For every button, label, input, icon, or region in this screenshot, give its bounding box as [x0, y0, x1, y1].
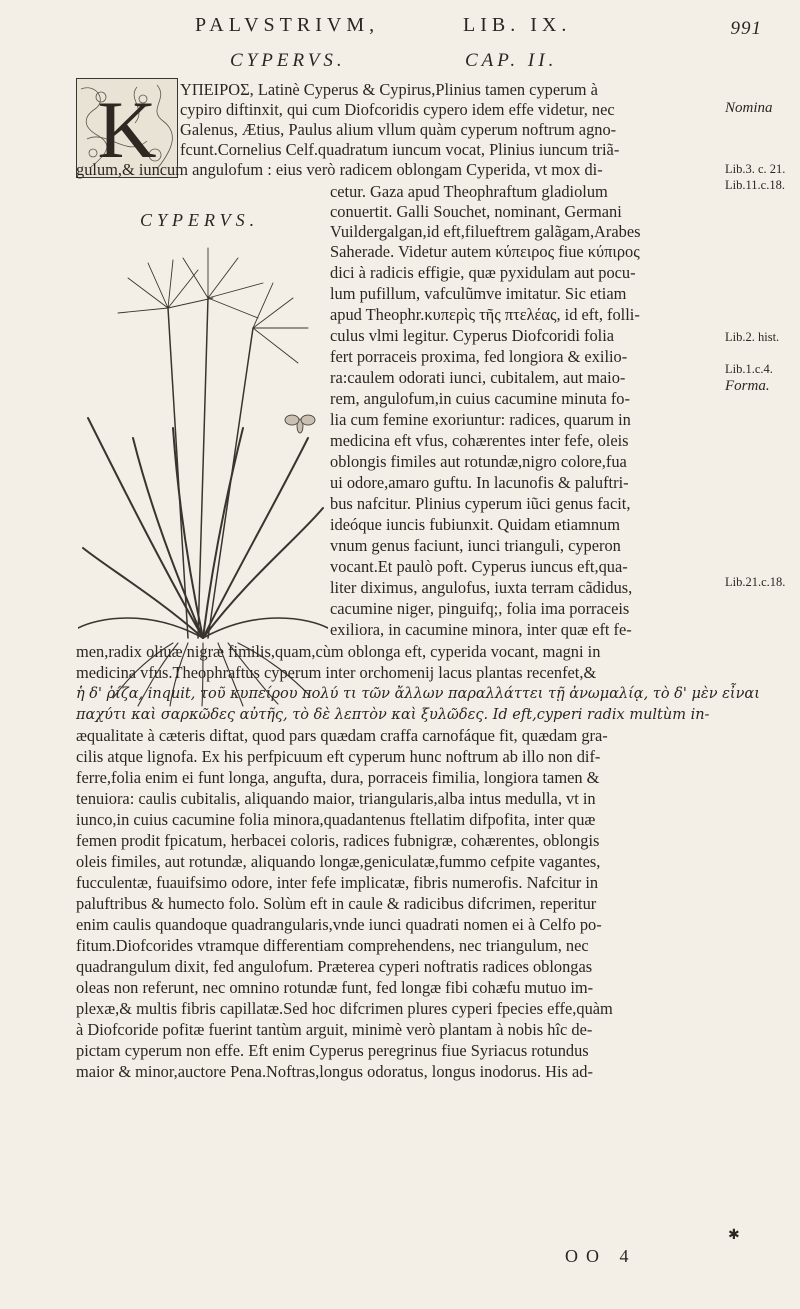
text-line-31: παχύτι καὶ σαρκῶδες αὐτῆς, τὸ δὲ λεπτὸν καὶ ξυλῶδες. Id eft,cyperi radix multùm in- [76, 707, 710, 723]
margin-note-nomina: Nomina [725, 100, 773, 116]
text-line-44: oleas non referunt, nec omnino rotundæ funt, fed longæ fibi cohæfu mutuo im- [76, 978, 594, 997]
page-number: 991 [730, 18, 762, 39]
margin-note-ref-1: Lib.3. c. 21. [725, 162, 786, 176]
text-line-47: pictam cyperum non effe. Eft enim Cyperus peregrinus fiue Syriacus rotundus [76, 1041, 589, 1060]
asterisk-mark-icon: ✱ [728, 1228, 740, 1243]
text-line-15: ra:caulem odorati iunci, cubitalem, aut maio- [330, 368, 626, 387]
text-line-29: medicina vfus.Theophraftus cyperum inter orchomenij lacus plantas recenfet,& [76, 663, 597, 682]
text-line-28: men,radix oliuæ nigræ fimilis,quam,cùm oblonga eft, cyperida vocant, magni in [76, 642, 601, 661]
text-line-46: à Diofcoride pofitæ fuerint tantùm arguit, minimè verò plantam à nobis hîc de- [76, 1020, 593, 1039]
text-line-19: oblongis fimiles aut rotundæ,nigro colore,fua [330, 452, 627, 471]
text-line-18: medicina eft vfus, cohærentes inter fefe, oleis [330, 431, 629, 450]
text-line-11: lum pufillum, vafculũmve imitatur. Sic etiam [330, 284, 627, 303]
text-line-32: æqualitate à cæteris diftat, quod pars quædam craffa carnofáque fit, quædam gra- [76, 726, 608, 745]
svg-text:K: K [97, 84, 157, 175]
text-line-5: gulum,& iuncum angulofum : eius verò radicem oblongam Cyperida, vt mox di- [76, 160, 603, 179]
text-line-1: ΥΠΕΙΡΟΣ, Latinè Cyperus & Cypirus,Plinius tamen cyperum à [180, 80, 598, 99]
text-line-38: oleis fimiles, aut rotundæ, aliquando longæ,geniculatæ,fummo cefpite vagantes, [76, 852, 601, 871]
text-line-40: paluftribus & humecto folo. Solùm eft in caule & radicibus difcrimen, reperitur [76, 894, 597, 913]
cyperus-plant-icon [78, 238, 328, 708]
text-line-27: exiliora, in cacumine minora, inter quæ eft fe- [330, 620, 632, 639]
text-line-24: vocant.Et paulò poft. Cyperus iuncus eft,qua- [330, 557, 628, 576]
text-line-45: plexæ,& multis fibris capillatæ.Sed hoc difcrimen plures cyperi fpecies effe,quàm [76, 999, 613, 1018]
text-line-35: tenuiora: caulis cubitalis, aliquando maior, triangularis,alba intus medulla, vt in [76, 789, 596, 808]
text-line-13: culus vlmi legitur. Cyperus Diofcoridi folia [330, 326, 615, 345]
margin-note-forma: Forma. [725, 378, 770, 394]
text-line-17: lia cum femine exoriuntur: radices, quarum in [330, 410, 631, 429]
text-line-23: vnum genus faciunt, iunci trianguli, cyperon [330, 536, 621, 555]
text-line-12: apud Theophr.κυπερὶς τῆς πτελέας, id eft, folli- [330, 305, 640, 324]
margin-note-ref-5: Lib.21.c.18. [725, 575, 786, 589]
text-line-34: ferre,folia enim ei funt longa, angufta, dura, porraceis fimilia, longiora tamen & [76, 768, 600, 787]
text-line-6: cetur. Gaza apud Theophraftum gladiolum [330, 182, 608, 201]
text-line-8: Vuildergalgan,id eft,filueftrem galãgam,Arabes [330, 222, 641, 241]
text-line-9: Saherade. Videtur autem κύπειρος fiue κύπιρος [330, 242, 640, 261]
running-head-title: PALVSTRIVM, [195, 14, 380, 36]
text-line-3: Galenus, Ætius, Paulus alium vllum quàm cyperum noftrum agno- [180, 120, 617, 139]
text-line-21: bus nafcitur. Plinius cyperum iũci genus facit, [330, 494, 631, 513]
text-line-41: enim caulis quandoque quadrangularis,vnde iunci quadrati nomen ei à Celfo po- [76, 915, 602, 934]
text-line-43: quadrangulum dixit, fed angulofum. Præterea cyperi noftratis radices oblongas [76, 957, 593, 976]
margin-note-ref-4: Lib.1.c.4. [725, 362, 773, 376]
text-line-39: fucculentæ, fuauifsimo odore, inter fefe implicatæ, fibris numerofis. Nafcitur in [76, 873, 599, 892]
text-line-26: cacumine niger, pinguifq;, folia ima porraceis [330, 599, 630, 618]
text-line-10: dici à radicis effigie, quæ pyxidulam aut pocu- [330, 263, 636, 282]
chapter-title: CYPERVS. [230, 50, 346, 71]
text-line-22: ideóque iuncis fubiunxit. Quidam etiamnum [330, 515, 620, 534]
text-line-7: conuertit. Galli Souchet, nominant, Germani [330, 202, 622, 221]
chapter-heading [230, 50, 558, 72]
margin-note-ref-2: Lib.11.c.18. [725, 178, 785, 192]
signature-mark: OO 4 [565, 1246, 637, 1266]
text-line-4: fcunt.Cornelius Celf.quadratum iuncum vocat, Plinius iuncum triã- [180, 140, 620, 159]
text-line-33: cilis atque lignofa. Ex his perfpicuum eft cyperum hunc noftrum ab illo non dif- [76, 747, 601, 766]
text-line-2: cypiro diftinxit, qui cum Diofcoridis cypero idem effe videtur, nec [180, 100, 615, 119]
text-line-42: fitum.Diofcorides vtramque differentiam comprehendens, nec triangulum, nec [76, 936, 589, 955]
text-line-48: maior & minor,auctore Pena.Noftras,longus odoratus, longus inodorus. His ad- [76, 1062, 593, 1081]
cyperus-plant-illustration [78, 238, 328, 708]
running-head-book: LIB. IX. [463, 14, 572, 36]
figure-caption: CYPERVS. [140, 210, 260, 230]
text-line-20: ui odore,amaro guftu. In lacunofis & paluftri- [330, 473, 629, 492]
text-line-30: ἡ δ' ῥίζα, inquit, τοῦ κυπείρου πολύ τι τῶν ἄλλων παραλλάττει τῇ ἀνωμαλίᾳ, τὸ δ' μὲν εἶναι [76, 686, 760, 702]
chapter-number: CAP. II. [465, 50, 558, 71]
margin-note-ref-3: Lib.2. hist. [725, 330, 780, 344]
text-line-14: fert porraceis proxima, fed longiora & exilio- [330, 347, 628, 366]
text-line-37: femen prodit fpicatum, herbacei coloris, radices fubnigræ, cohærentes, oblongis [76, 831, 600, 850]
text-line-16: rem, angulofum,in cuius cacumine minuta fo- [330, 389, 630, 408]
text-line-25: liter diximus, angulofus, iuxta terram cãdidus, [330, 578, 633, 597]
text-line-36: iunco,in cuius cacumine folia minora,quadantenus ftellatim difpofita, inter quæ [76, 810, 596, 829]
